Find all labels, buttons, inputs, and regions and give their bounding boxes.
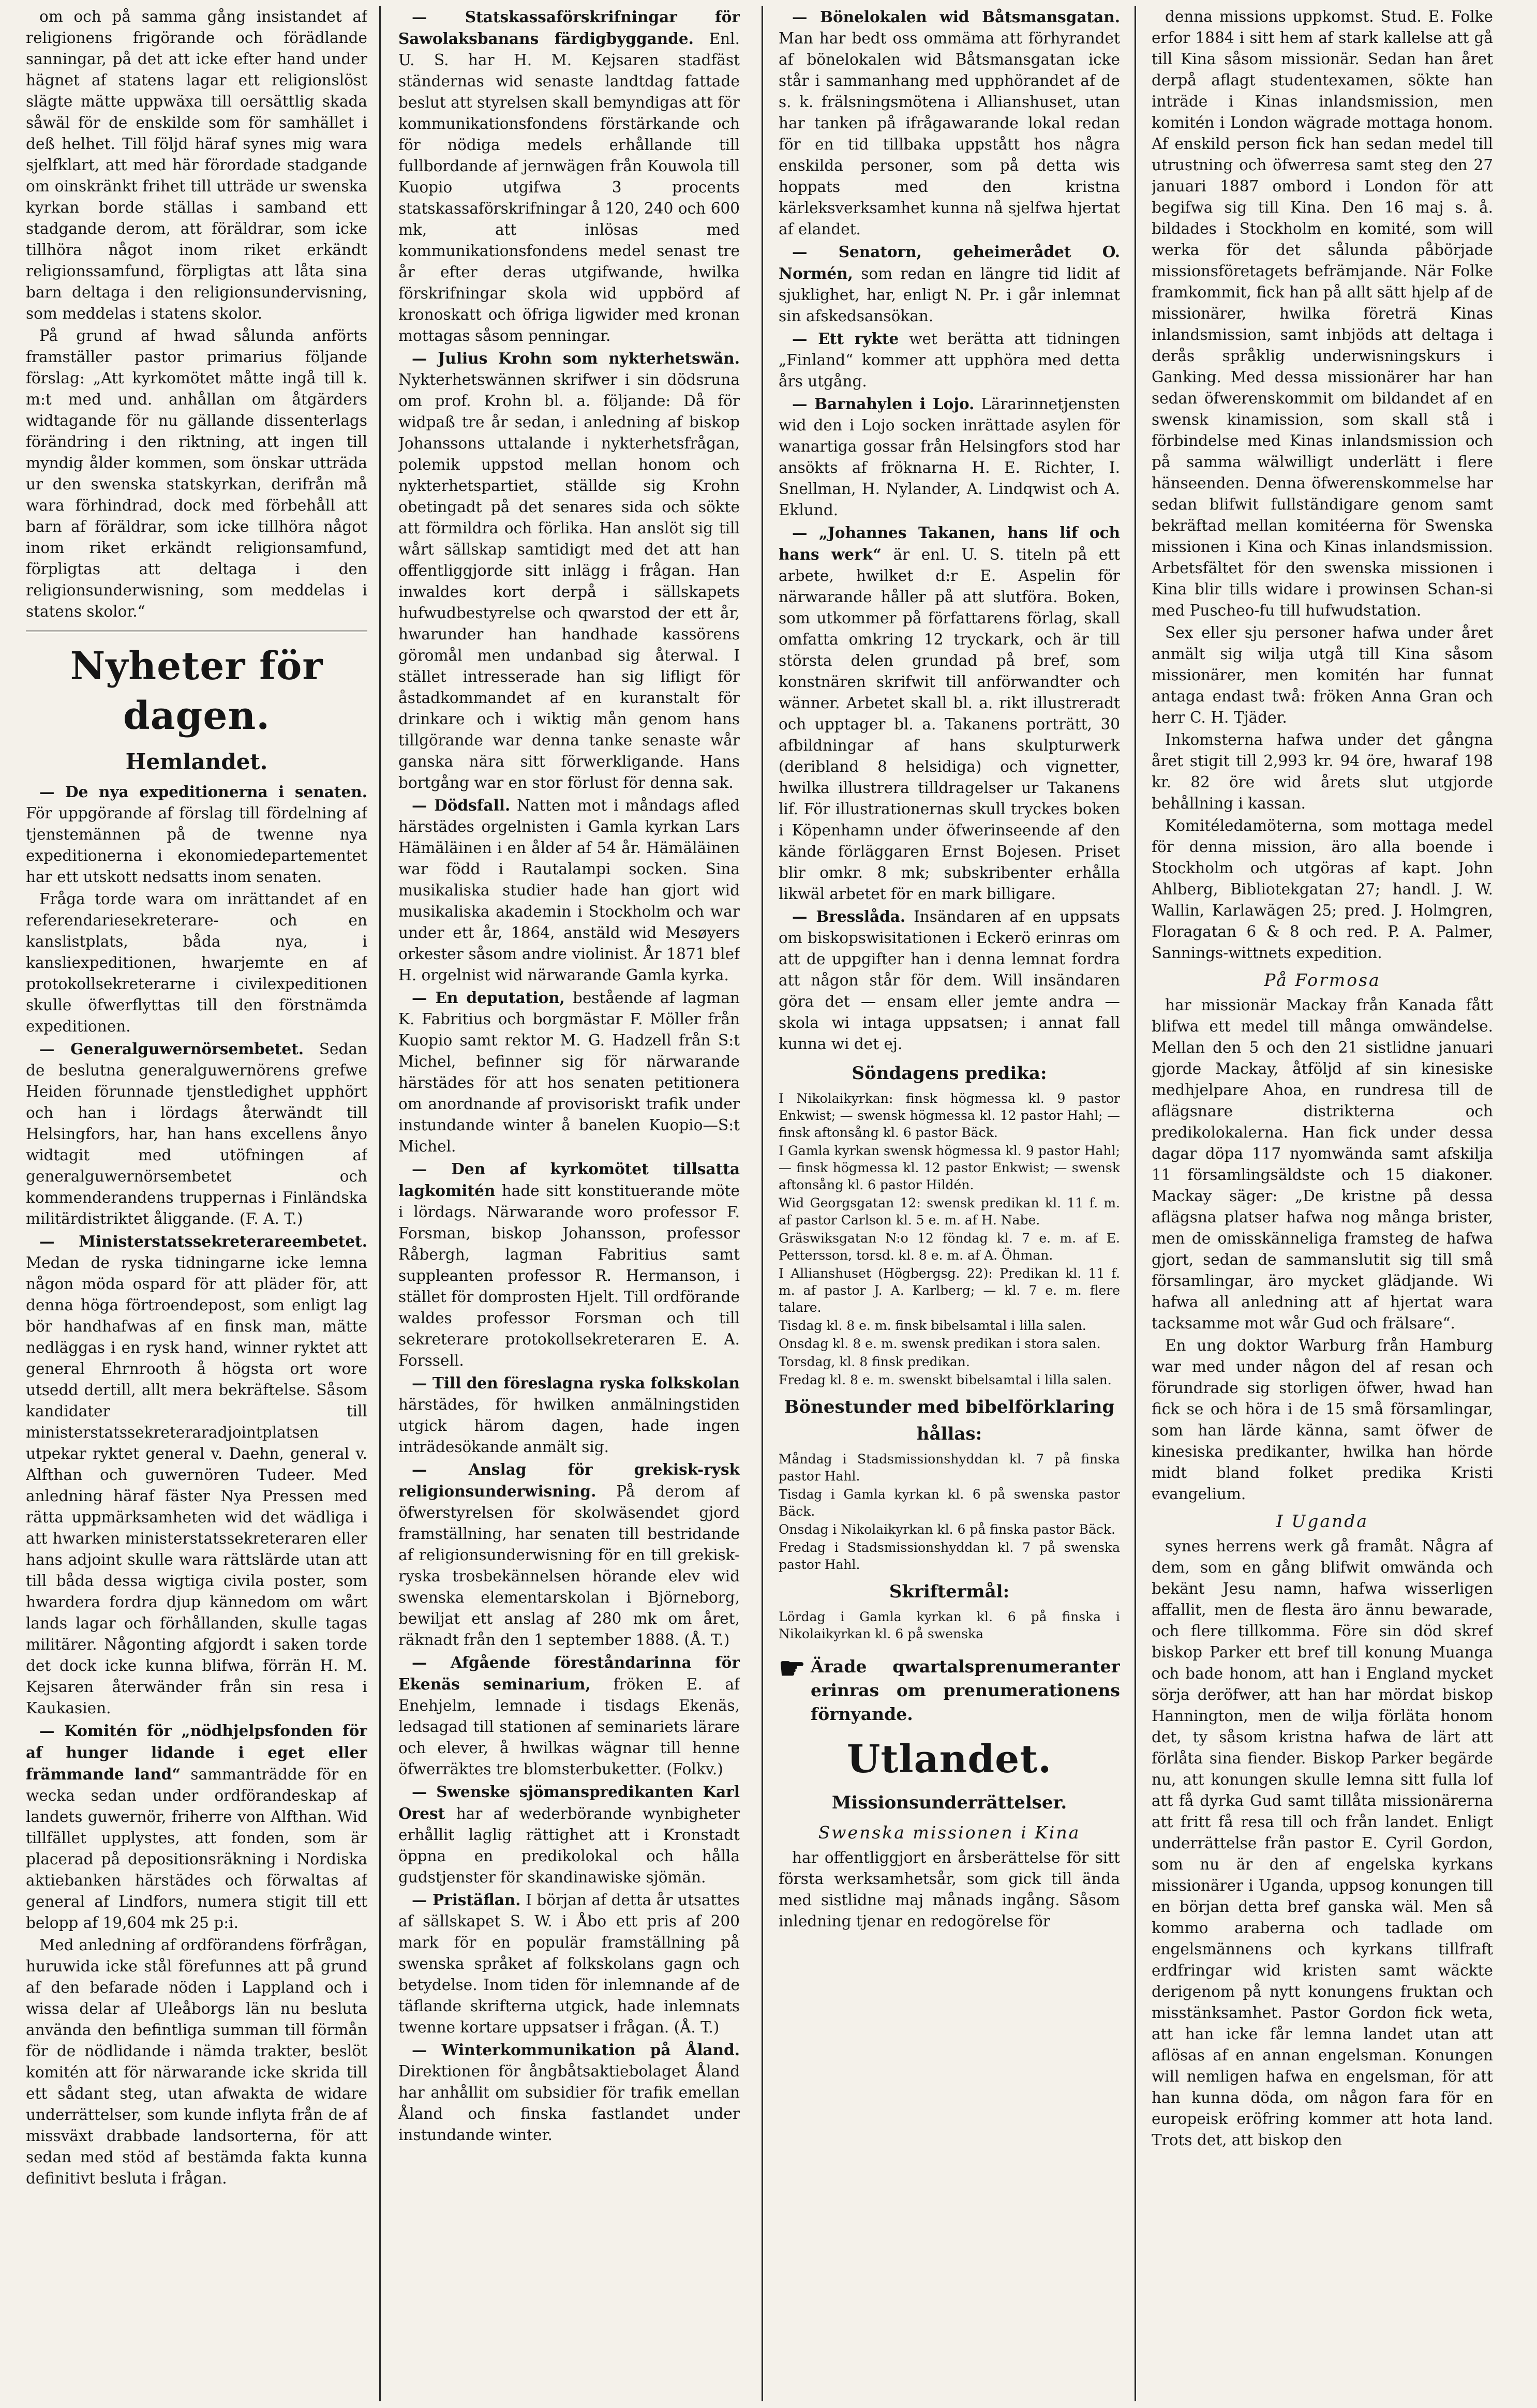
list-item: Tisdag i Gamla kyrkan kl. 6 på swenska pastor Bäck. [779,1487,1120,1519]
article [398,348,740,794]
article-body: sammanträdde för en wecka sedan under ordförandeskap af landets guwernör, friherre von Alfthan. Wid tillfället upplystes, att fonden, som är placerad på depositionsräkning i Nordiska aktiebanken härstädes och förwaltas af general af Lindfors, numera stigit till ett belopp af 19,604 mk 25 p:i. [26,1766,367,1932]
column-rule [379,6,381,2401]
article-body: Nykterhetswännen skrifwer i sin dödsruna om prof. Krohn bl. a. följande: Då för widpaß tre år sedan, i anledning af biskop Johanssons uttalande i nykterhetsfrågan, polemik uppstod mellan honom och nykterhetspartiet, ställde sig Krohn obetingadt på det senares sida och sökte att förmildra och förlika. Han anslöt sig till wårt sällskap samtidigt med det att han offentliggjorde sitt inlägg i frågan. Han inwaldes kort derpå i sällskapets hufwudbestyrelse och qwarstod der ett år, hwarunder han handhade kassörens göromål men undanbad sig återwal. I stället intresserade han sig lifligt för åstadkommandet af en kuranstalt för drinkare och i wiktig mån genom hans tillgörande war denna tanke senaste wår ganska nära sitt förwerkligande. Hans bortgång war en stor förlust för denna sak. [398,371,740,791]
article [398,1781,740,1888]
article-lead: — Barnahylen i Lojo. [792,395,975,413]
article-text: om och på samma gång insistandet af religionens frigörande och förädlande sanningar, på det att icke efter hand under hägnet af statens lagar ett religionslöst slägte mätte uppwäxa till oersättlig skada såwäl för de enskilde som för samhället i deß helhet. Till följd häraf synes mig wara sjelfklart, att med här förordade stadgande om oinskränkt frihet till utträde ur swenska kyrkan borde ställas i samband ett stadgande derom, att föräldrar, som icke tillhöra något inom riket erkändt religionssamfund, förpligtas att låta sina barn deltaga i den religionsundervisning, som meddelas i statens skolor. [26,8,367,322]
prayer-title: Bönestunder med bibelförklaring hållas: [784,1397,1115,1444]
article-text: Komitéledamöterna, som mottaga medel för denna mission, äro alla boende i Stockholm och utgöras af kapt. John Ahlberg, Bibliotekgatan 27; handl. J. W. Wallin, Karlawägen 25; pred. J. Holmgren, Floragatan 6 & 8 och red. P. A. Palmer, Sannings-wittnets expedition. [1152,817,1493,962]
confession-text [779,1608,1120,1642]
list-item: Tisdag kl. 8 e. m. finsk bibelsamtal i lilla salen. [779,1318,1086,1333]
abroad-headline: Utlandet. [846,1737,1052,1782]
article [398,1889,740,2038]
article-lead: — Den af kyrkomötet tillsatta lagkomitén [398,1160,740,1200]
article-text: synes herrens werk gå framåt. Några af dem, som en gång blifwit omwända och bekänt Jesu namn, hafwa wisserligen affallit, men de flesta äro ännu bewarade, och flere tillkomma. Före sin död skref biskop Parker ett bref till konung Muanga och bade honom, att han i England mycket sörja deröfwer, att han har mördat biskop Hannington, men de wilja förläta honom det, ty såsom kristna hafwa de lärt att förlåta sina fiender. Biskop Parker begärde nu, att konungen skulle lemna sitt fulla lof att få dyrka Gud samt tillåta missionärerna att fritt få resa till och från landet. Enligt underrättelse från pastor E. Cyril Gordon, som nu är den af engelska kyrkans missionärer i Uganda, uppsog konungen till en början detta bref ganska wäl. Men så kommo araberna och tadlade om engelsmännens och kyrkans tillfraft erdfringar wid kristen samt wäckte derigenom på nytt konungens fruktan och misstänksamhet. Pastor Gordon fick weta, att han icke får lemna landet utan att aflösas af en annan engelsman. Konungen will nemligen hafwa en engelsman, för att han kunna döda, om någon fara för en europeisk eröfring kommer att hota land. Trots det, att biskop den [1152,1537,1493,2149]
article [26,1231,367,1719]
article-body: bestående af lagman K. Fabritius och borgmästar F. Möller från Kuopio samt rektor M. G. Hadzell från S:t Michel, befinner sig för närwarande härstädes för att hos senaten petitionera om anordnande af provisoriskt trafik under instundande winter å banelen Kuopio—S:t Michel. [398,989,740,1155]
divider [26,631,367,633]
sermon-list [779,1090,1120,1388]
article-lead: — Dödsfall. [412,796,511,814]
column-1 [26,6,367,2401]
article-lead: — Ett rykte [792,330,899,348]
article [779,328,1120,392]
list-item: Torsdag, kl. 8 finsk predikan. [779,1354,970,1369]
article [26,1720,367,1934]
list-item: Måndag i Stadsmissionshyddan kl. 7 på finska pastor Hahl. [779,1452,1120,1484]
page-headline: Nyheter för dagen. [70,644,323,738]
sermons-title: Söndagens predika: [852,1063,1047,1084]
list-item: Fredag kl. 8 e. m. swenskt bibelsamtal i lilla salen. [779,1372,1112,1387]
article-lead: — Afgående föreståndarinna för Ekenäs seminarium, [398,1653,740,1693]
column-3 [779,6,1120,2401]
article [779,393,1120,521]
article [779,6,1120,240]
subscription-notice [779,1651,1120,1726]
article-body: fröken E. af Enehjelm, lemnade i tisdags Ekenäs, ledsagad till stationen af seminariets lärare och elever, å hwilkas wägnar till henne öfwerräktes tre blomsterbuketter. (Folkv.) [398,1676,740,1778]
list-item: I Nikolaikyrkan: finsk högmessa kl. 9 pastor Enkwist; — swensk högmessa kl. 12 pastor Hahl; — finsk aftonsång kl. 6 pastor Bäck. [779,1091,1120,1140]
china-subtitle: Swenska missionen i Kina [818,1822,1081,1843]
article [779,241,1120,327]
article [398,795,740,986]
article-text: På grund af hwad sålunda anförts framställer pastor primarius följande förslag: „Att kyrkomötet måtte ingå till k. m:t med und. anhållan om åtgärders widtagande för nu gällande dissenterlags förändring i den riktning, att ingen till myndig ålder kommen, som önskar utträda ur den swenska statskyrkan, derifrån må wara förhindrad, dock med förbehåll att barn af föräldrar, som icke tillhöra något inom riket erkändt religionsamfund, förpligtas att deltaga i den religionsunderwisning, som meddelas i statens skolor.“ [26,327,367,620]
pointing-hand-icon: ☛ [779,1651,805,1686]
article-lead: — Ministerstatssekreterareembetet. [39,1232,367,1250]
article-body: Medan de ryska tidningarne icke lemna någon möda ospard för att pläder för, att denna höga förtroendepost, som enligt lag bör handhafwas af en finsk man, mätte nedläggas i en rysk hand, winner ryktet att general Ehrnrooth å högsta ort wore utsedd dertill, allt mera bekräftelse. Såsom kandidater till ministerstatssekreteraradjointplatsen utpekar ryktet general v. Daehn, general v. Alfthan och guwernören Tudeer. Med anledning häraf fäster Nya Pressen med rätta uppmärksamheten wid det wädliga i att hwarken ministerstatssekreteraren eller hans adjoint skulle wara rättslärde utan att till båda dessa wigtiga civila poster, som hwardera fordra djup kännedom om wårt lands lagar och förhållanden, skulle tagas militärer. Någonting afgjordt i saken torde det dock icke kunna blifwa, förrän H. M. Kejsaren återwänder från sin resa i Kaukasien. [26,1254,367,1717]
article-lead: — Generalguwernörsembetet. [39,1040,304,1058]
article [398,2039,740,2146]
article-lead: — „Johannes Takanen, hans lif och hans werk“ [779,524,1120,563]
section-title: Hemlandet. [125,749,268,774]
article-lead: — De nya expeditionerna i senaten. [39,783,367,801]
article-text: En ung doktor Warburg från Hamburg war med under någon del af resan och förundrade sig storligen öfwer, hwad han fick se och höra i de 15 små församlingar, som han lärde känna, samt öfwer de kinesiska predikanter, hwilka han hörde midt bland folket predika Kristi evangelium. [1152,1337,1493,1503]
article-lead: — Bönelokalen wid Båtsmansgatan. [792,8,1120,26]
article-lead: — Julius Krohn som nykterhetswän. [412,349,740,367]
mission-title: Missionsunderrättelser. [831,1792,1067,1813]
article-text: har offentliggjort en årsberättelse för sitt första werksamhetsår, som gick till ända med sistlidne maj månads ingång. Såsom inledning tjenar en redogörelse för [779,1849,1120,1930]
article-body: Lärarinnetjensten wid den i Lojo socken inrättade asylen för wanartiga gossar från Helsingfors stod har ansökts af fröknarna H. E. Richter, I. Snellman, H. Nylander, A. Lindqwist och A. Eklund. [779,395,1120,519]
article-body: För uppgörande af förslag till fördelning af tjenstemännen på de twenne nya expeditionerna i ekonomiedepartementet har ett utskott nedsatts inom senaten. [26,804,367,886]
article [398,1652,740,1780]
article [26,781,367,888]
article-body: är enl. U. S. titeln på ett arbete, hwilket d:r E. Aspelin för närwarande håller på att slutföra. Boken, som utkommer på författarens förlag, skall omfatta omkring 12 tryckark, och är till största delen grundad på bref, som konstnären skrifwit till anförwandter och wänner. Arbetet skall bl. a. rikt illustreradt och upptager bl. a. Takanens porträtt, 30 afbildningar af hans skulpturwerk (deribland 8 helsidiga) och vignetter, hwilka illustrera tilldragelser ur Takanens lif. För illustrationernas skull tryckes boken i Köpenhamn under öfwerinseende af den kände förläggaren Ernst Bojesen. Priset blir omkr. 8 mk; subskribenter erhålla likwäl arbetet för en mark billigare. [779,546,1120,903]
article-lead: — Senatorn, geheimerådet O. Normén, [779,243,1120,282]
article [398,1372,740,1458]
article-body: har af wederbörande wynbigheter erhållit laglig rättighet att i Kronstadt öppna en predikolokal och hålla gudstjenster för skandinawiske sjömän. [398,1805,740,1886]
article-body: Sedan de beslutna generalguwernörens grefwe Heiden förunnade tjenstledighet upphört och han i lördags återwändt till Helsingfors, har, han hans excellens ånyo widtagit med utöfningen af generalguwernörsembetet och kommenderandens truppernas i Finländska militärdistriktet åliggande. (F. A. T.) [26,1040,367,1228]
column-2 [398,6,740,2401]
list-item: Gräswiksgatan N:o 12 föndag kl. 7 e. m. af E. Pettersson, torsd. kl. 8 e. m. af A. Öhman. [779,1231,1120,1263]
article [779,906,1120,1055]
article [26,1038,367,1230]
list-item: Fredag i Stadsmissionshyddan kl. 7 på swenska pastor Hahl. [779,1540,1120,1572]
article-lead: — Pristäflan. [412,1891,521,1909]
article-lead: — Winterkommunikation på Åland. [412,2041,740,2059]
list-item: Onsdag i Nikolaikyrkan kl. 6 på finska pastor Bäck. [779,1522,1115,1537]
list-item: I Allianshuset (Högbergsg. 22): Predikan kl. 11 f. m. af pastor J. A. Karlberg; — kl. 7 e. m. flere talare. [779,1266,1120,1315]
article-text: Inkomsterna hafwa under det gångna året stigit till 2,993 kr. 94 öre, hwaraf 198 kr. 82 öre wid årets slut utgjorde behållning i kassan. [1152,731,1493,812]
list-item: I Gamla kyrkan swensk högmessa kl. 9 pastor Hahl; — finsk högmessa kl. 12 pastor Enkwist; — swensk aftonsång kl. 6 pastor Hildén. [779,1143,1120,1192]
article-body: Natten mot i måndags afled härstädes orgelnisten i Gamla kyrkan Lars Hämäläinen i en ålder af 54 år. Hämäläinen war född i Rautalampi socken. Sina musikaliska studier hade han gjort wid musikaliska akademin i Stockholm och war under ett år, 1864, anstäld wid Mesøyers orkester såsom andre violinist. År 1871 blef H. orgelnist wid närwarande Gamla kyrka. [398,797,740,984]
article-lead: — Till den föreslagna ryska folkskolan [412,1374,740,1392]
article-text: denna missions uppkomst. Stud. E. Folke erfor 1884 i sitt hem af stark kallelse att gå till Kina såsom missionär. Sedan han året derpå aflagt studentexamen, sökte han inträde i Kinas inlandsmission, men komitén i London wägrade mottaga honom. Af enskild person fick han sedan medel till utrustning och öfwerresa samt steg den 27 januari 1887 ombord i London för att begifwa sig till Kina. Den 16 maj s. å. bildades i Stockholm en komité, som will werka för det sålunda påbörjade missionsföretagets befrämjande. När Folke framkommit, fick han på allt sätt hjelp af de missionärer, hwilka företrä Kinas inlandsmission, samt inbjöds att deltaga i derås språklig underwisningskurs i Ganking. Med dessa missionärer har han sedan öfwerenskommit om bildandet af en swensk kinamission, som skall stå i förbindelse med Kinas inlandsmission och på samma wälwilligt underlätt i flere hänseenden. Denna öfwerenskommelse har sedan blifwit fullständigare genom samt bekräftad mellan komitéerna för Swenska missionen i Kina och Kinas inlandsmission. Arbetsfältet för den swenska missionen i Kina blir tills widare i prowinsen Schan-si med Puscheo-fu till hufwudstation. [1152,8,1493,619]
column-rule [762,6,763,2401]
article [398,987,740,1157]
article-lead: — Komitén för „nödhjelpsfonden för af hunger lidande i eget eller främmande land“ [26,1722,367,1783]
article-text: Med anledning af ordförandens förfrågan, huruwida icke stål förefunnes att på grund af den befarade nöden i Lappland och i wissa delar af Uleåborgs län nu besluta använda den befintliga summan till förmån för de nödlidande i nämda trakter, beslöt komitén att för närwarande icke skrida till ett sådant steg, utan afwakta de widare underrättelser, som kunde inflyta från de af missväxt drabbade landsorterna, för att sedan med stöd af bestämda fakta kunna definitivt besluta i frågan. [26,1936,367,2187]
article-text: har missionär Mackay från Kanada fått blifwa ett medel till många omwändelse. Mellan den 5 och den 21 sistlidne januari gjorde Mackay, åtföljd af sin kinesiske medhjelpare Ahoa, en rundresa till de aflägsnare distrikterna och predikolokalerna. Han fick under dessa dagar döpa 117 nyomwända samt afskilja 11 församlingsäldste och 15 diakoner. Mackay säger: „De kristne på dessa aflägsna platser hafwa nog många brister, men de omisskänneliga framsteg de hafwa gjort, sedan de sammanslutit sig till små församlingar, äro mycket glädjande. Wi hafwa all anledning att af hjertat wara tacksamme mot wår Gud och frälsare“. [1152,996,1493,1332]
article-text: Fråga torde wara om inrättandet af en referendariesekreterare- och en kanslistplats, båda nya, i kansliexpeditionen, hwarjemte en af protokollsekreterarne i civilexpeditionen skulle öfwerflyttas till den förstnämda expeditionen. [26,890,367,1035]
article [398,6,740,347]
article-body: härstädes, för hwilken anmälningstiden utgick härom dagen, hade ingen inträdesökande anmält sig. [398,1396,740,1456]
article-body: På derom af öfwerstyrelsen för skolwäsendet gjord framställning, har senaten till bestridande af religionsunderwisning för en till grekisk-ryska trosbekännelsen hörande elev wid swenska elementarskolan i Björneborg, bewiljat ett anslag af 280 mk om året, räknadt från den 1 september 1888. (Å. T.) [398,1483,740,1649]
column-rule [1135,6,1136,2401]
article-body: Direktionen för ångbåtsaktiebolaget Åland har anhållit om subsidier för trafik emellan Åland och finska fastlandet under instundande winter. [398,2062,740,2144]
formosa-subtitle: På Formosa [1264,970,1381,990]
list-item: Wid Georgsgatan 12: swensk predikan kl. 11 f. m. af pastor Carlson kl. 5 e. m. af H. Nabe. [779,1195,1120,1228]
article-body: Insändaren af en uppsats om biskopswisitationen i Eckerö erinras om att de uppgifter han i denna lemnat fordra att någon står för dem. Will insändaren göra det — ensam eller jemte andra — skola wi intaga uppsatsen; i annat fall kunna wi det ej. [779,908,1120,1053]
article-lead: — Bresslåda. [792,907,906,925]
notice-text: Ärade qwartalsprenumeranter erinras om prenumerationens förnyande. [811,1656,1120,1724]
article-body: Enl. U. S. har H. M. Kejsaren stadfäst ständernas wid senaste landtdag fattade beslut att styrelsen skall bemyndigas att för kommunikationsfondens förstärkande och för nödiga medels erhållande till fullbordande af jernwägen från Kouwola till Kuopio utgifwa 3 procents statskassaförskrifningar å 120, 240 och 600 mk, att inlösas med kommunikationsfondens medel senast tre år efter deras utgifwande, hwilka förskrifningar skola wid uppbörd af kronoskatt och öfriga ligwider med kronan mottagas såsom penningar. [398,30,740,345]
article-lead: — Swenske sjömanspredikanten Karl Orest [398,1783,740,1822]
confession-title: Skriftermål: [889,1581,1010,1602]
prayer-list [779,1450,1120,1573]
article [398,1158,740,1371]
uganda-subtitle: I Uganda [1276,1511,1369,1531]
article-body: I början af detta år utsattes af sällskapet S. W. i Åbo ett pris af 200 mark för en populär framställning på swenska språket af folkskolans gagn och betydelse. Inom tiden för inlemnande af de täflande skrifterna utgick, hade inlemnats twenne kortare uppsatser i frågan. (Å. T.) [398,1891,740,2036]
list-item: Lördag i Gamla kyrkan kl. 6 på finska i Nikolaikyrkan kl. 6 på swenska [779,1609,1120,1641]
list-item: Onsdag kl. 8 e. m. swensk predikan i stora salen. [779,1336,1101,1351]
article-text: Sex eller sju personer hafwa under året anmält sig wilja utgå till Kina såsom missionärer, men komitén har funnat antaga endast twå: fröken Anna Gran och herr C. H. Tjäder. [1152,624,1493,726]
article-body: hade sitt konstituerande möte i lördags. Närwarande woro professor F. Forsman, biskop Johansson, professor Råbergh, lagman Fabritius samt suppleanten professor R. Hermanson, i stället för domprosten Hjelt. Till ordförande waldes professor Forsman och till sekreterare protokollsekreteraren E. A. Forssell. [398,1182,740,1369]
article-body: Man har bedt oss ommäma att förhyrandet af bönelokalen wid Båtsmansgatan icke står i sammanhang med upphörandet af de s. k. frälsningsmötena i Allianshuset, utan har tanken på ifrågawarande lokal redan för en tid tillbaka uppstått hos några enskilda personer, som på detta wis hoppats med den kristna kärleksverksamhet kunna nå sjelfwa hjertat af elandet. [779,29,1120,238]
column-4 [1152,6,1493,2401]
article-lead: — Anslag för grekisk-rysk religionsunderwisning. [398,1460,740,1500]
article [398,1459,740,1651]
article [779,522,1120,905]
article-body: wet berätta att tidningen „Finland“ kommer att upphöra med detta års utgång. [779,330,1120,390]
article-body: som redan en längre tid lidit af sjuklighet, har, enligt N. Pr. i går inlemnat sin afskedsansökan. [779,265,1120,325]
article-lead: — Statskassaförskrifningar för Sawolaksbanans färdigbyggande. [398,8,740,48]
article-lead: — En deputation, [412,989,565,1007]
